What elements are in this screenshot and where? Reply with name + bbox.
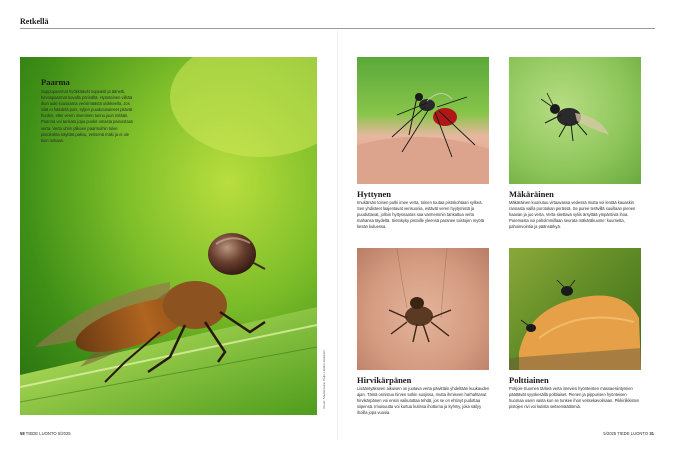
page-gutter <box>337 30 338 440</box>
mosquito-photo <box>357 57 489 184</box>
deerked-illustration <box>357 248 489 370</box>
hirvikarpanen-title: Hirvikärpänen <box>357 375 412 385</box>
folio-left-number: 58 <box>20 431 25 436</box>
hyttynen-text: Imukärsän toinen putki imee verta, toinen tuutaa pistokohtaan sylkeä. Sen yhdisteet laajentavat verisuonia, estävät veren hyytymistä ja puuduttavat, jolloin hyttysnaaras saa varmemmin tankattua verta mahansa täydeltä. Sietokyky pistoille yleensä paranee toistojen myötä kesän kuluessa. <box>357 200 484 230</box>
blackfly-illustration <box>509 57 641 184</box>
folio-left-issue: 5/2025 <box>57 431 71 436</box>
folio-right-issue: 5/2025 <box>603 431 617 436</box>
folio-right <box>603 431 654 436</box>
blackfly-photo <box>509 57 641 184</box>
midge-photo <box>509 248 641 370</box>
header-rule <box>20 28 655 29</box>
folio-left-magazine: TIEDE LUONTO <box>25 431 57 436</box>
mosquito-illustration <box>357 57 489 184</box>
folio-right-number: 31 <box>649 431 654 436</box>
makarainen-text: Mäkäräinen kuoriutuu virtaavassa vedessä mutta voi lentää kauaskin rannasta vailla porotokan perässä. Se puree terävillä suuillaan pienen haavan ja juo verta. Verta sitettava syliis ärsyttää ympäröiviä ihoa. Puremasta voi paholmmillaan seurata mäkäräkuume: kuumetta, pahoinvointia ja päänsärkyä. <box>509 200 636 230</box>
hirvikarpanen-text: Lisääntyäkseen aikuisen on juotava verta päivittäin yhdeltään kuukauden ajan. Tämä onnistuu hirven turkin suojissa, mutta ihmiseen harhahtanut hirvikärpänen voi ensin vaikututtaa tehdä, jos se on ehtinyt pudottaa siipensä. Imuisuutta voi kurtua kutinsa ihottuma ja kyhmy, joka säilyy ihoilla jopa vuosia. <box>357 386 490 416</box>
main-title: Paarma <box>41 77 70 87</box>
folio-right-magazine: TIEDE LUONTO <box>617 431 649 436</box>
midge-illustration <box>509 248 641 370</box>
main-text: Suppupaarmat hyökkäävät nopeasti ja äänetti, hevospaarmat kovalla pörinällä. Hyönteinen viiltää ihon auki suusaarna verisimäästä ulokkeella. Jos siitä ei häädetä pois, syljen puudutusaineet pitävät huolen, ettei veren imeminen tunnu juuri mitään. Paarma voi tankata jopa puolet omasta painostaan verta. Verta uhrin jälkeen paarmoihin tulee pistokohta näyttää paksu, verisenä mäki ja ei ole kuin onkaan. <box>41 89 134 143</box>
polttiainen-text: Pohjois-Suomen tärkeä verta imevien hyönteisten massaesiintymien päättävät syyskesällä polttiaiset. Pienen ja pippurisen hyönteisen huomaa usein vasta kun se tunkee ihon veitsekavoilsaan. Pikkiriikkisten pistojen rivi voi kutista seitsemäättömiä. <box>509 386 640 410</box>
folio-left <box>20 431 71 436</box>
section-header: Retkellä <box>20 17 49 26</box>
makarainen-title: Mäkäräinen <box>509 189 554 199</box>
polttiainen-title: Polttiainen <box>509 375 549 385</box>
hyttynen-title: Hyttynen <box>357 189 391 199</box>
photo-credit: Kuvat: Shutterstock, Paljo, Heikki Hokkanen <box>322 350 326 409</box>
deerked-photo <box>357 248 489 370</box>
